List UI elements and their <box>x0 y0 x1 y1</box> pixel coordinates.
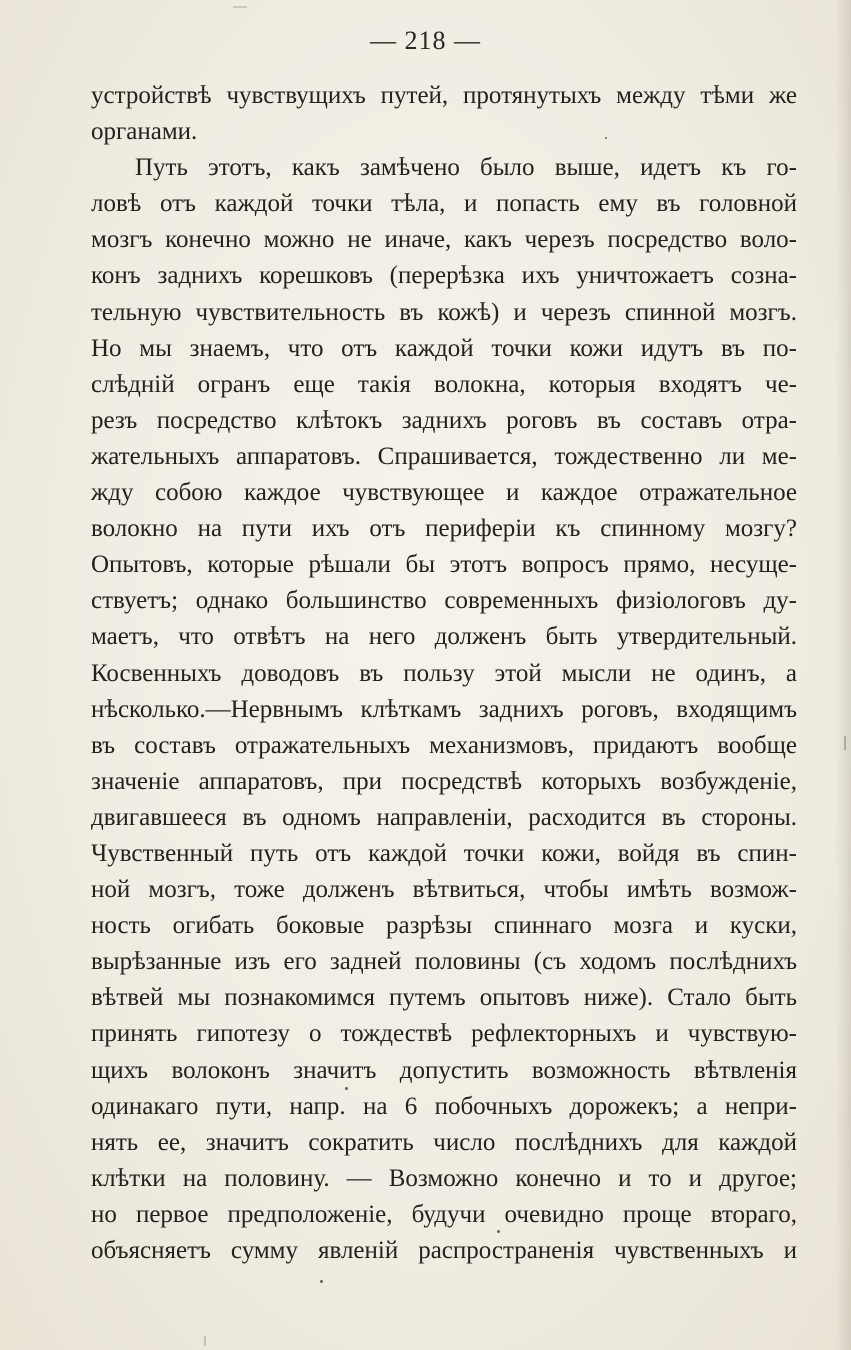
margin-mark <box>233 6 247 8</box>
text-line: ность огибать боковые разрѣзы спиннаго мозга и куски, <box>91 912 797 940</box>
text-line: слѣднiй огранъ еще такiя волокна, которыя входятъ че- <box>91 370 797 398</box>
text-line: волокно на пути ихъ отъ периферiи къ спинному мозгу? <box>91 515 797 543</box>
text-line: Опытовъ, которые рѣшали бы этотъ вопросъ прямо, несуще- <box>91 551 797 579</box>
text-line: въ составъ отражательныхъ механизмовъ, придаютъ вообще <box>91 731 797 759</box>
page-number: — 218 — <box>370 26 481 55</box>
body-text <box>91 78 797 1269</box>
text-line: принять гипотезу о тождествѣ рефлекторныхъ и чувствую- <box>91 1020 797 1048</box>
text-line: тельную чувствительность въ кожѣ) и черезъ спинной мозгъ. <box>91 298 797 326</box>
text-line: жательныхъ аппаратовъ. Спрашивается, тождественно ли ме- <box>91 442 797 470</box>
text-line: органами. <box>91 118 198 146</box>
text-line: Косвенныхъ доводовъ въ пользу этой мысли не одинъ, а <box>91 659 797 687</box>
text-line: Путь этотъ, какъ замѣчено было выше, идетъ къ го- <box>135 154 797 182</box>
ink-speck <box>345 1087 348 1090</box>
text-line: маетъ, что отвѣтъ на него долженъ быть утвердительный. <box>91 623 797 651</box>
text-line: щихъ волоконъ значитъ допустить возможность вѣтвленiя <box>91 1056 797 1084</box>
text-line: нять ее, значитъ сократить число послѣднихъ для каждой <box>91 1128 797 1156</box>
ink-speck <box>497 1230 500 1233</box>
text-line: Но мы знаемъ, что отъ каждой точки кожи идутъ въ по- <box>91 334 797 362</box>
text-line: жду собою каждое чувствующее и каждое отражательное <box>91 479 797 507</box>
text-line: объясняетъ сумму явленiй распространенiя чувственныхъ и <box>91 1237 797 1264</box>
text-line: устройствѣ чувствущихъ путей, протянутыхъ между тѣми же <box>91 82 797 109</box>
page-edge-shadow <box>835 0 851 1350</box>
text-line: одинакаго пути, напр. на 6 побочныхъ дорожекъ; а непри- <box>91 1092 797 1120</box>
text-line: значенiе аппаратовъ, при посредствѣ которыхъ возбужденiе, <box>91 767 797 795</box>
text-line: мозгъ конечно можно не иначе, какъ черезъ посредство воло- <box>91 226 797 254</box>
text-line: Чувственный путь отъ каждой точки кожи, войдя въ спин- <box>91 839 797 867</box>
ink-speck <box>320 1280 323 1283</box>
text-line: клѣтки на половину. — Возможно конечно и то и другое; <box>91 1164 797 1192</box>
text-line: вырѣзанные изъ его задней половины (съ ходомъ послѣднихъ <box>91 948 797 976</box>
ink-speck <box>605 137 607 139</box>
text-line: но первое предположенiе, будучи очевидно проще втораго, <box>91 1200 797 1228</box>
margin-mark <box>204 1336 206 1346</box>
text-line: резъ посредство клѣтокъ заднихъ роговъ въ составъ отра- <box>91 406 797 434</box>
margin-mark <box>844 736 846 750</box>
text-line: нѣсколько.—Нервнымъ клѣткамъ заднихъ роговъ, входящимъ <box>91 695 797 723</box>
text-line: двигавшееся въ одномъ направленiи, расходится въ стороны. <box>91 803 797 831</box>
text-line: ловѣ отъ каждой точки тѣла, и попасть ему въ головной <box>91 190 797 218</box>
text-line: ной мозгъ, тоже долженъ вѣтвиться, чтобы имѣть возмож- <box>91 876 797 904</box>
text-line: ствуетъ; однако большинство современныхъ физiологовъ ду- <box>91 587 797 615</box>
text-line: конъ заднихъ корешковъ (перерѣзка ихъ уничтожаетъ созна- <box>91 262 797 290</box>
text-line: вѣтвей мы познакомимся путемъ опытовъ ниже). Стало быть <box>91 984 797 1012</box>
